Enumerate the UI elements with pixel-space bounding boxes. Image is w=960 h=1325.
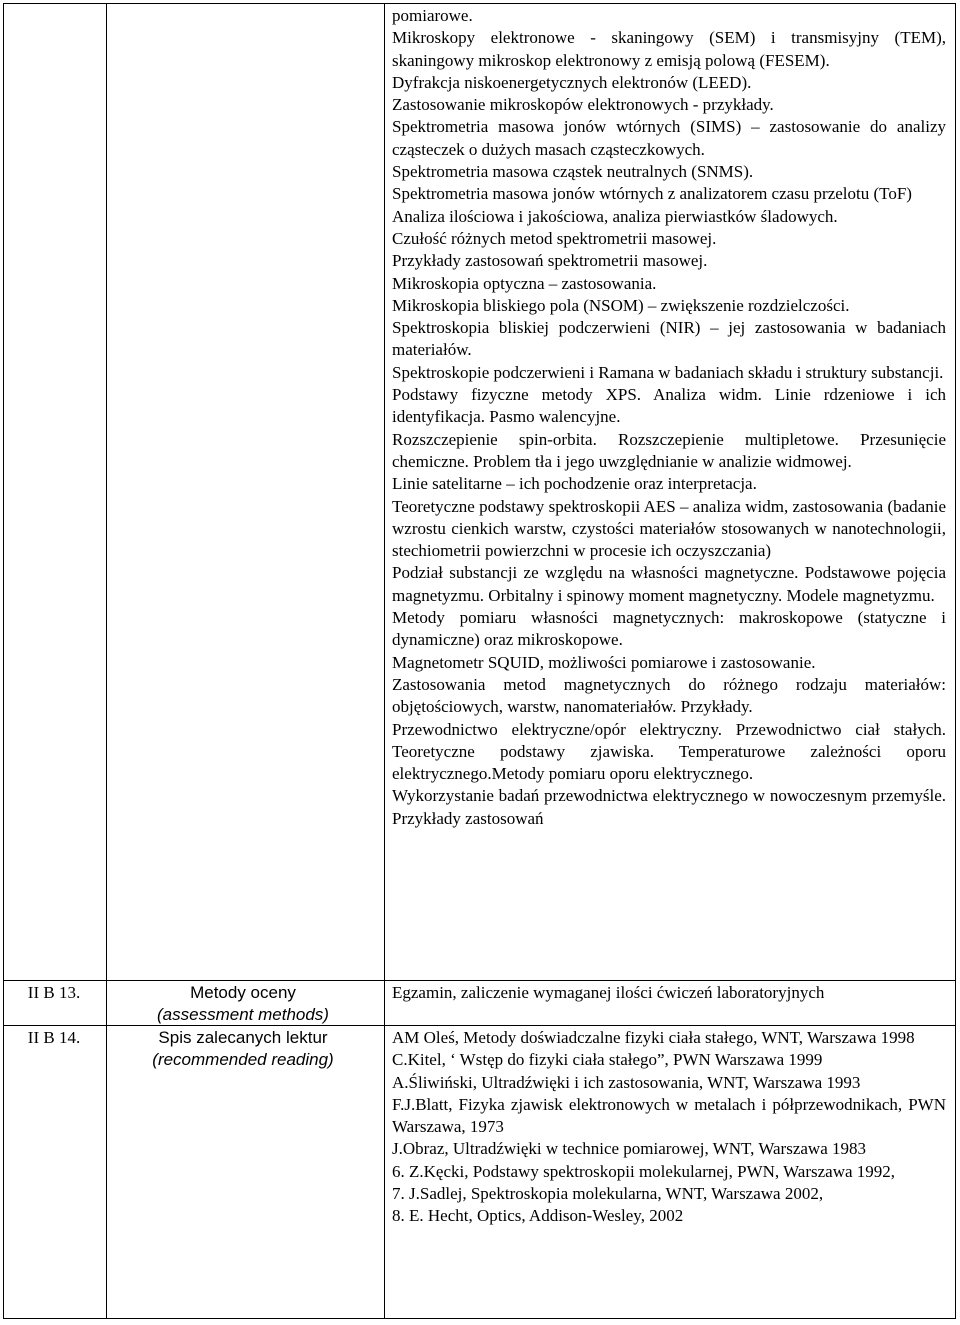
assessment-label: Metody oceny <box>190 983 296 1002</box>
row-label-assessment <box>107 982 379 1026</box>
content-line: Przewodnictwo elektryczne/opór elektryczny. Przewodnictwo ciał stałych. Teoretyczne podstawy zjawiska. Temperaturowe zależności oporu elektrycznego.Metody pomiaru oporu elektrycznego. <box>392 719 946 784</box>
content-line: Magnetometr SQUID, możliwości pomiarowe i zastosowanie. <box>392 652 816 672</box>
reading-item: A.Śliwiński, Ultradźwięki i ich zastosowania, WNT, Warszawa 1993 <box>392 1072 861 1092</box>
table-column-divider-2 <box>384 3 385 1319</box>
reading-label: Spis zalecanych lektur <box>158 1028 328 1047</box>
content-line: Zastosowania metod magnetycznych do różnego rodzaju materiałów: objętościowych, warstw, nanomateriałów. Przykłady. <box>392 674 946 717</box>
reading-sublabel: (recommended reading) <box>152 1050 334 1069</box>
reading-item: 8. E. Hecht, Optics, Addison-Wesley, 2002 <box>392 1206 684 1226</box>
table-border-left <box>3 3 4 1319</box>
row-id-assessment: II B 13. <box>27 983 81 1002</box>
reading-item: 6. Z.Kęcki, Podstawy spektroskopii molekularnej, PWN, Warszawa 1992, <box>392 1161 896 1181</box>
row-label-reading <box>107 1027 379 1071</box>
content-line: Podział substancji ze względu na własności magnetyczne. Podstawowe pojęcia magnetyzmu. Orbitalny i spinowy moment magnetyczny. Modele magnetyzmu. <box>392 563 946 605</box>
table-row-divider-1 <box>3 980 956 981</box>
content-line: Mikroskopia optyczna – zastosowania. <box>392 273 657 293</box>
content-line: Spektroskopia bliskiej podczerwieni (NIR) – jej zastosowania w badaniach materiałów. <box>392 318 946 360</box>
reading-content-cell <box>392 1027 946 1228</box>
content-line: Linie satelitarne – ich pochodzenie oraz interpretacja. <box>392 474 757 494</box>
content-line: Analiza ilościowa i jakościowa, analiza pierwiastków śladowych. <box>392 206 838 226</box>
reading-item: J.Obraz, Ultradźwięki w technice pomiarowej, WNT, Warszawa 1983 <box>392 1139 866 1159</box>
reading-item: F.J.Blatt, Fizyka zjawisk elektronowych w metalach i półprzewodnikach, PWN Warszawa, 1973 <box>392 1094 946 1137</box>
content-line: Dyfrakcja niskoenergetycznych elektronów (LEED). <box>392 72 752 92</box>
content-line: pomiarowe. <box>392 6 473 25</box>
table-column-divider-1 <box>106 3 107 1319</box>
content-line: Mikroskopy elektronowe - skaningowy (SEM) i transmisyjny (TEM), skaningowy mikroskop elektronowy z emisją polową (FESEM). <box>392 28 946 70</box>
table-border-top <box>3 3 956 4</box>
course-content-cell <box>392 5 946 830</box>
content-line: Spektrometria masowa jonów wtórnych z analizatorem czasu przelotu (ToF) <box>392 184 912 204</box>
reading-item: 7. J.Sadlej, Spektroskopia molekularna, WNT, Warszawa 2002, <box>392 1184 824 1204</box>
assessment-sublabel: (assessment methods) <box>157 1005 329 1024</box>
content-line: Metody pomiaru własności magnetycznych: makroskopowe (statyczne i dynamiczne) oraz mikroskopowe. <box>392 608 946 650</box>
content-line: Egzamin, zaliczenie wymaganej ilości ćwiczeń laboratoryjnych <box>392 983 825 1002</box>
content-line: Spektrometria masowa cząstek neutralnych (SNMS). <box>392 162 754 182</box>
table-border-bottom <box>3 1318 956 1319</box>
table-border-right <box>955 3 956 1319</box>
assessment-content-cell <box>392 982 946 1004</box>
content-line: Przykłady zastosowań spektrometrii masowej. <box>392 251 708 271</box>
content-line: Zastosowanie mikroskopów elektronowych - przykłady. <box>392 95 774 115</box>
reading-item: AM Oleś, Metody doświadczalne fizyki ciała stałego, WNT, Warszawa 1998 <box>392 1028 915 1047</box>
reading-item: C.Kitel, ‘ Wstęp do fizyki ciała stałego”, PWN Warszawa 1999 <box>392 1050 823 1070</box>
content-line: Podstawy fizyczne metody XPS. Analiza widm. Linie rdzeniowe i ich identyfikacja. Pasmo walencyjne. <box>392 385 946 427</box>
content-line: Teoretyczne podstawy spektroskopii AES – analiza widm, zastosowania (badanie wzrostu cienkich warstw, czystości materiałów stosowanych w nanotechnologii, stechiometrii powierzchni w procesie ich oczyszczania) <box>392 496 946 561</box>
row-id-reading: II B 14. <box>27 1028 81 1047</box>
content-line: Mikroskopia bliskiego pola (NSOM) – zwiększenie rozdzielczości. <box>392 295 850 315</box>
content-line: Rozszczepienie spin-orbita. Rozszczepienie multipletowe. Przesunięcie chemiczne. Problem tła i jego uwzględnianie w analizie widmowej. <box>392 429 946 471</box>
content-line: Spektrometria masowa jonów wtórnych (SIMS) – zastosowanie do analizy cząsteczek o dużych masach cząsteczkowych. <box>392 117 946 159</box>
content-line: Wykorzystanie badań przewodnictwa elektrycznego w nowoczesnym przemyśle. Przykłady zastosowań <box>392 786 946 828</box>
content-line: Spektroskopie podczerwieni i Ramana w badaniach składu i struktury substancji. <box>392 362 944 382</box>
content-line: Czułość różnych metod spektrometrii masowej. <box>392 228 717 248</box>
